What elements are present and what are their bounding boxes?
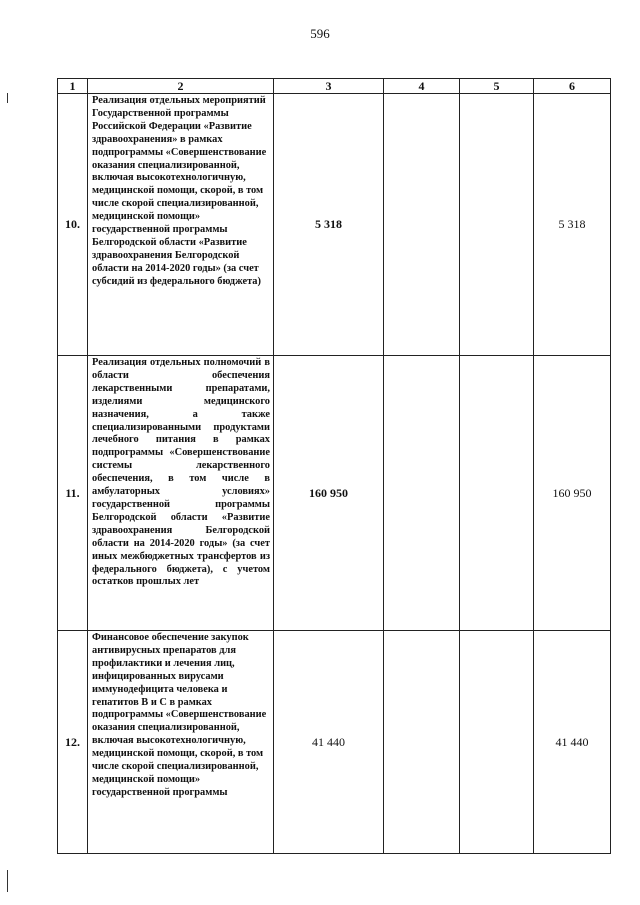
column-header-6: 6 xyxy=(534,79,611,94)
column-header-1: 1 xyxy=(58,79,88,94)
page-number: 596 xyxy=(310,26,330,41)
table-header-row xyxy=(58,79,611,94)
column-header-2: 2 xyxy=(88,79,274,94)
row-value-col6: 160 950 xyxy=(534,356,611,631)
budget-table xyxy=(57,78,611,854)
row-number: 10. xyxy=(58,94,88,356)
table-row xyxy=(58,94,611,356)
row-value-col3: 160 950 xyxy=(274,356,384,631)
row-value-col5 xyxy=(460,356,534,631)
row-value-col5 xyxy=(460,94,534,356)
row-value-col4 xyxy=(384,94,460,356)
row-description: Реализация отдельных полномочий в области обеспечения лекарственными препаратами, изделиями медицинского назначения, а также специализированными продуктами лечебного питания в рамках подпрограммы «Совершенствование системы лекарственного обеспечения, в том числе в амбулаторных условиях» государственной программы Белгородской области «Развитие здравоохранения Белгородской области на 2014-2020 годы» (за счет иных межбюджетных трансфертов из федерального бюджета), с учетом остатков прошлых лет xyxy=(88,356,274,631)
row-value-col3: 5 318 xyxy=(274,94,384,356)
row-value-col4 xyxy=(384,356,460,631)
margin-mark-top xyxy=(7,93,8,103)
row-value-col6: 5 318 xyxy=(534,94,611,356)
table-row xyxy=(58,631,611,854)
row-number: 12. xyxy=(58,631,88,854)
row-description: Реализация отдельных мероприятий Государственной программы Российской Федерации «Развитие здравоохранения» в рамках подпрограммы «Совершенствование оказания специализированной, включая высокотехнологичную, медицинской помощи, скорой, в том числе скорой специализированной, медицинской помощи» государственной программы Белгородской области «Развитие здравоохранения Белгородской области на 2014-2020 годы» (за счет субсидий из федерального бюджета) xyxy=(88,94,274,356)
row-value-col5 xyxy=(460,631,534,854)
table-row xyxy=(58,356,611,631)
margin-mark-bottom xyxy=(7,870,8,892)
row-value-col6: 41 440 xyxy=(534,631,611,854)
column-header-3: 3 xyxy=(274,79,384,94)
column-header-5: 5 xyxy=(460,79,534,94)
row-description: Финансовое обеспечение закупок антивирусных препаратов для профилактики и лечения лиц, инфицированных вирусами иммунодефицита человека и гепатитов В и С в рамках подпрограммы «Совершенствование оказания специализированной, включая высокотехнологичную, медицинской помощи, скорой, в том числе скорой специализированной, медицинской помощи» государственной программы xyxy=(88,631,274,854)
column-header-4: 4 xyxy=(384,79,460,94)
row-value-col4 xyxy=(384,631,460,854)
row-value-col3: 41 440 xyxy=(274,631,384,854)
row-number: 11. xyxy=(58,356,88,631)
